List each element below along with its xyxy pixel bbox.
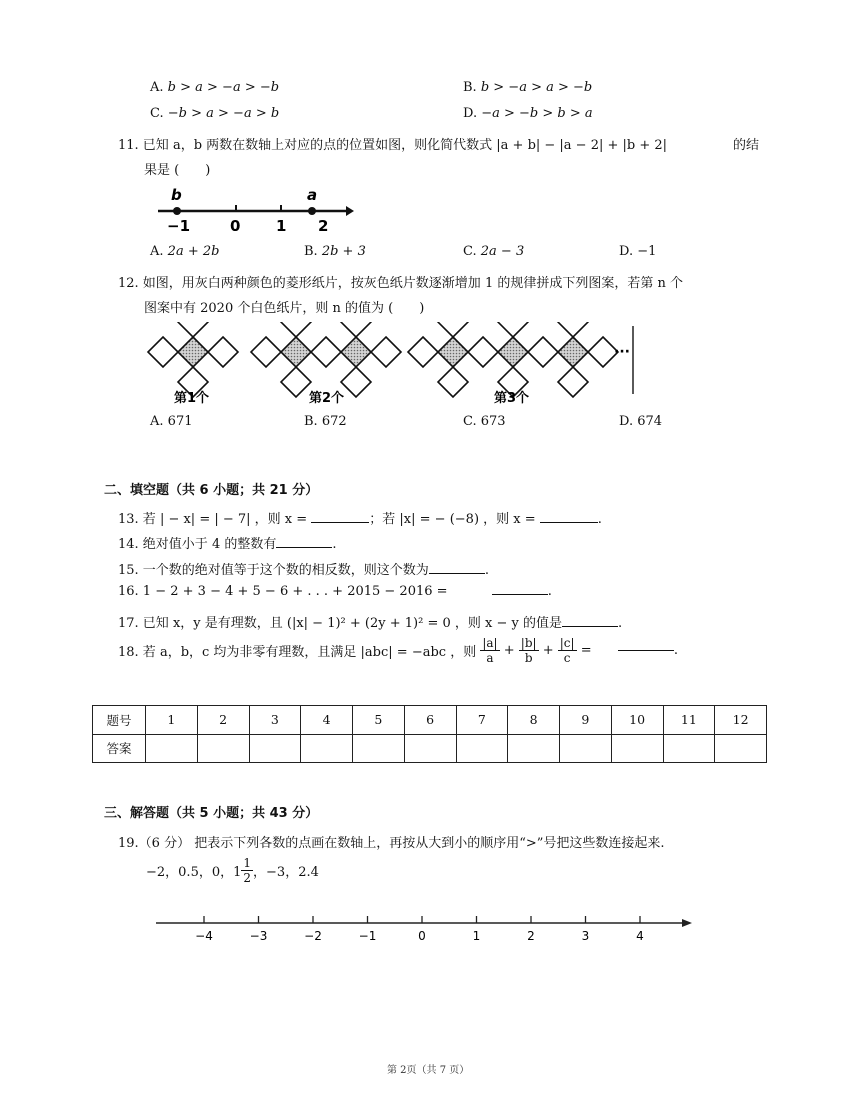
white-diamond	[498, 322, 528, 337]
q10-option-a-text: b > a > −a > −b	[167, 80, 280, 95]
q12-figure-label: 第3个	[494, 391, 530, 406]
answer-cell[interactable]	[301, 734, 353, 763]
answer-cell[interactable]	[715, 734, 767, 763]
q18-fraction-c: $\frac{|c|}{c}$	[559, 636, 575, 665]
q11-option-d: D. −1	[619, 244, 657, 259]
white-diamond	[438, 367, 468, 397]
white-diamond	[558, 367, 588, 397]
q11-axis-label: 1	[276, 217, 287, 235]
white-diamond	[528, 337, 558, 367]
q14: 14. 绝对值小于 4 的整数有 .	[118, 537, 337, 552]
q12-text-line1: 12. 如图，用灰白两种颜色的菱形纸片，按灰色纸片数逐渐增加 1 的规律拼成下列图案，若第 n 个	[118, 276, 683, 291]
white-diamond	[251, 337, 281, 367]
q15: 15. 一个数的绝对值等于这个数的相反数，则这个数为 .	[118, 563, 489, 578]
q12-option-a: A. 671	[150, 414, 193, 429]
gray-diamond	[558, 337, 588, 367]
q19-tick-label: 4	[636, 929, 644, 943]
q11-option-b: B. 2b + 3	[304, 244, 366, 259]
q11-text-line1-tail: 的结	[733, 138, 760, 153]
answer-table-number: 7	[456, 706, 508, 735]
q12-option-c: C. 673	[463, 414, 506, 429]
answer-cell[interactable]	[663, 734, 715, 763]
q13-blank-1[interactable]	[311, 522, 369, 523]
answer-cell[interactable]	[404, 734, 456, 763]
answer-cell[interactable]	[146, 734, 198, 763]
answer-table-number: 10	[611, 706, 663, 735]
q11-text-line2: 果是 ( )	[144, 163, 211, 178]
answer-table-number: 11	[663, 706, 715, 735]
q12-figure-label: 第2个	[309, 391, 345, 406]
q10-option-d-label: D.	[463, 106, 478, 121]
q10-option-d-text: −a > −b > b > a	[481, 106, 593, 121]
q19-tick-label: −3	[249, 929, 268, 943]
q10-option-b	[463, 80, 592, 95]
answer-table-number: 1	[146, 706, 198, 735]
white-diamond	[408, 337, 438, 367]
q12-option-b: B. 672	[304, 414, 347, 429]
gray-diamond	[341, 337, 371, 367]
q17-blank[interactable]	[562, 626, 618, 627]
answer-cell[interactable]	[508, 734, 560, 763]
q19-tick-label: 0	[418, 929, 426, 943]
q18-blank[interactable]	[618, 650, 674, 651]
white-diamond	[438, 322, 468, 337]
q11-text-line1: 11. 已知 a，b 两数在数轴上对应的点的位置如图，则化简代数式 |a + b| − |a − 2| + |b + 2|	[118, 138, 668, 153]
q19-tick-label: 3	[581, 929, 590, 943]
q11-axis-label: 0	[230, 217, 241, 235]
answer-cell[interactable]	[611, 734, 663, 763]
q14-blank[interactable]	[276, 547, 332, 548]
answer-table-number: 12	[715, 706, 767, 735]
q19-number-line	[150, 906, 696, 946]
answer-table-number: 4	[301, 706, 353, 735]
white-diamond	[341, 367, 371, 397]
answer-cell[interactable]	[353, 734, 405, 763]
answer-table-number-row	[93, 706, 767, 735]
gray-diamond	[178, 337, 208, 367]
q10-option-d	[463, 106, 593, 121]
white-diamond	[148, 337, 178, 367]
q19-tick-label: −2	[304, 929, 322, 943]
q12-text-line2: 图案中有 2020 个白色纸片，则 n 的值为 ( )	[144, 301, 425, 316]
answer-table-number: 2	[197, 706, 249, 735]
section3-title: 三、解答题（共 5 小题；共 43 分）	[104, 806, 319, 821]
q11-label-b: b	[171, 186, 182, 204]
q11-label-a: a	[307, 186, 318, 204]
q11-axis-label: −1	[167, 217, 191, 235]
q10-option-a-label: A.	[150, 80, 164, 95]
q11-point-b	[173, 207, 181, 215]
q11-option-c: C. 2a − 3	[463, 244, 525, 259]
q18-fraction-a: $\frac{|a|}{a}$	[482, 636, 498, 665]
q19-tick-label: −4	[195, 929, 213, 943]
section2-title: 二、填空题（共 6 小题；共 21 分）	[104, 483, 319, 498]
q12-option-d: D. 674	[619, 414, 663, 429]
answer-cell[interactable]	[560, 734, 612, 763]
answer-cell[interactable]	[456, 734, 508, 763]
white-diamond	[341, 322, 371, 337]
q15-blank[interactable]	[429, 573, 485, 574]
q12-ellipsis: ···	[614, 344, 630, 360]
q16: 16. 1 − 2 + 3 − 4 + 5 − 6 + . . . + 2015 − 2016 = .	[118, 584, 552, 599]
answer-table-number: 6	[404, 706, 456, 735]
white-diamond	[178, 322, 208, 337]
answer-table-number: 3	[249, 706, 301, 735]
answer-table	[92, 705, 767, 763]
q19-tick-label: 1	[472, 929, 481, 943]
white-diamond	[468, 337, 498, 367]
white-diamond	[371, 337, 401, 367]
page-footer: 第 2页（共 7 页）	[387, 1065, 470, 1076]
answer-table-header-number: 题号	[93, 706, 146, 735]
q10-option-b-label: B.	[463, 80, 477, 95]
q12-pattern-figure	[146, 322, 636, 406]
q12-figure-label: 第1个	[174, 391, 210, 406]
white-diamond	[311, 337, 341, 367]
q16-blank[interactable]	[492, 594, 548, 595]
answer-table-answer-row	[93, 734, 767, 763]
white-diamond	[558, 322, 588, 337]
q13: 13. 若 | − x| = | − 7| ，则 x = ；若 |x| = − (−8) ，则 x = .	[118, 512, 602, 527]
q19-fraction-half: $\frac{1}{2}$	[243, 856, 252, 885]
q11-option-a: A. 2a + 2b	[150, 244, 220, 259]
q11-point-a	[308, 207, 316, 215]
q11-number-line	[150, 184, 360, 236]
answer-cell[interactable]	[249, 734, 301, 763]
q10-option-a	[150, 80, 279, 95]
answer-table-header-answer: 答案	[93, 734, 146, 763]
gray-diamond	[498, 337, 528, 367]
q10-option-b-text: b > −a > a > −b	[480, 80, 593, 95]
q19-numbers: −2，0.5，0，1 $\frac{1}{2}$ ，−3，2.4	[146, 856, 319, 885]
q19-tick-label: 2	[527, 929, 535, 943]
q10-option-c	[150, 106, 279, 121]
q18-fraction-b: $\frac{|b|}{b}$	[520, 636, 537, 665]
white-diamond	[281, 322, 311, 337]
white-diamond	[281, 367, 311, 397]
gray-diamond	[281, 337, 311, 367]
q10-option-c-text: −b > a > −a > b	[167, 106, 280, 121]
q17: 17. 已知 x，y 是有理数，且 (|x| − 1)² + (2y + 1)² = 0 ，则 x − y 的值是 .	[118, 616, 623, 631]
answer-table-number: 9	[560, 706, 612, 735]
q18: 18. 若 a，b，c 均为非零有理数，且满足 |abc| = −abc ，则 $\frac{|a|}{a}$ + $\frac{|b|}{b}$ + $\frac{|c|}{c}$ = .	[118, 636, 679, 665]
answer-table-number: 8	[508, 706, 560, 735]
q11-axis-label: 2	[318, 217, 329, 235]
white-diamond	[208, 337, 238, 367]
q13-blank-2[interactable]	[540, 522, 598, 523]
answer-table-number: 5	[353, 706, 405, 735]
answer-cell[interactable]	[197, 734, 249, 763]
q19-text: 19.（6 分） 把表示下列各数的点画在数轴上，再按从大到小的顺序用“>”号把这些数连接起来.	[118, 836, 665, 851]
gray-diamond	[438, 337, 468, 367]
q10-option-c-label: C.	[150, 106, 164, 121]
q19-tick-label: −1	[358, 929, 377, 943]
